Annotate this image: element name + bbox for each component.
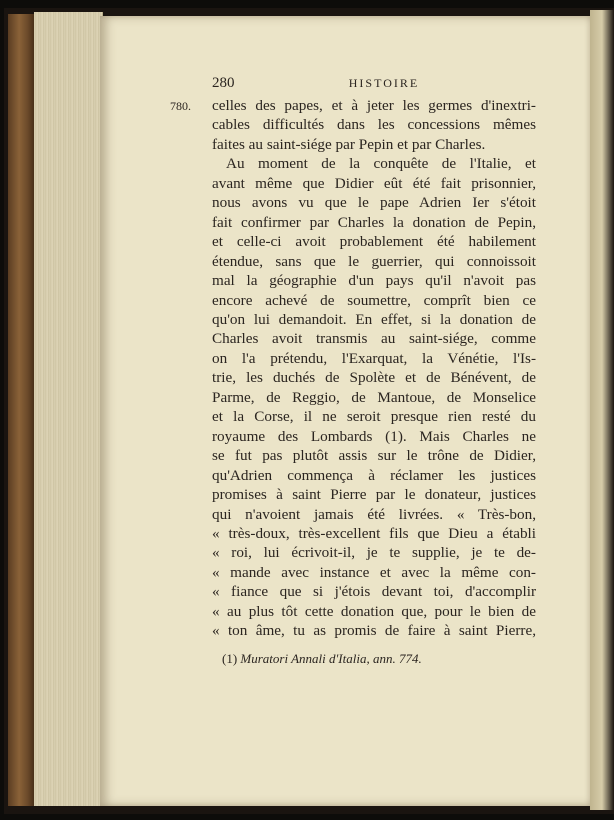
- text-line: « ton âme, tu as promis de faire à saint Pierre,: [212, 622, 536, 640]
- text-line: « roi, lui écrivoit-il, je te supplie, je te de-: [212, 544, 536, 562]
- text-line: nous avons vu que le pape Adrien Ier s'étoit: [212, 194, 536, 212]
- footnote: [222, 651, 522, 667]
- text-line: on l'a prétendu, l'Exarquat, la Vénétie, l'Is-: [212, 349, 536, 367]
- facing-page-edge: [590, 10, 614, 810]
- text-line: celles des papes, et à jeter les germes d'inextri-: [212, 97, 536, 114]
- text-line: avant même que Didier eût été fait prisonnier,: [212, 174, 536, 192]
- text-line: « au plus tôt cette donation que, pour le bien de: [212, 602, 536, 620]
- text-line: Charles avoit transmis au saint-siége, comme: [212, 330, 536, 348]
- text-line: fait confirmer par Charles la donation de Pepin,: [212, 213, 536, 231]
- book-binding: [8, 14, 36, 806]
- text-line: Au moment de la conquête de l'Italie, et: [226, 155, 536, 173]
- text-line: trie, les duchés de Spolète et de Bénévent, de: [212, 369, 536, 387]
- page-number: 280: [212, 75, 235, 91]
- running-title: HISTOIRE: [348, 76, 420, 90]
- footnote-text: Muratori Annali d'Italia, ann. 774.: [240, 651, 422, 666]
- text-line: et celle-ci avoit probablement été habilement: [212, 233, 536, 251]
- text-line: qui n'avoient jamais été livrées. « Très-bon,: [212, 505, 536, 523]
- footnote-marker: (1): [222, 651, 238, 666]
- text-line: royaume des Lombards (1). Mais Charles ne: [212, 427, 536, 445]
- text-line: Parme, de Reggio, de Mantoue, de Monselice: [212, 388, 536, 406]
- text-line: qu'on lui demandoit. En effet, si la donation de: [212, 310, 536, 328]
- text-line: mal la géographie d'un pays qu'il n'avoit pas: [212, 272, 536, 290]
- body-text: [212, 96, 536, 641]
- margin-year-note: 780.: [170, 99, 191, 113]
- page-edges: [34, 12, 103, 806]
- text-line: qu'Adrien commença à réclamer les justices: [212, 466, 536, 484]
- text-line: « fiance que si j'étois devant toi, d'accomplir: [212, 583, 536, 601]
- text-line: et la Corse, il ne seroit presque rien resté du: [212, 408, 536, 426]
- text-line: faites au saint-siége par Pepin et par Charles.: [212, 135, 486, 153]
- text-line: étendue, sans que le guerrier, qui connoissoit: [212, 252, 536, 270]
- text-line: cables difficultés dans les concessions mêmes: [212, 116, 536, 134]
- text-line: « mande avec instance et avec la même con-: [212, 563, 536, 581]
- page-header: [212, 75, 536, 95]
- text-line: se fut pas plutôt assis sur le trône de Didier,: [212, 447, 536, 465]
- text-line: promises à saint Pierre par le donateur, justices: [212, 486, 536, 504]
- text-line: encore achevé de soumettre, comprît bien ce: [212, 291, 536, 309]
- text-line: « très-doux, très-excellent fils que Dieu a établi: [212, 524, 536, 542]
